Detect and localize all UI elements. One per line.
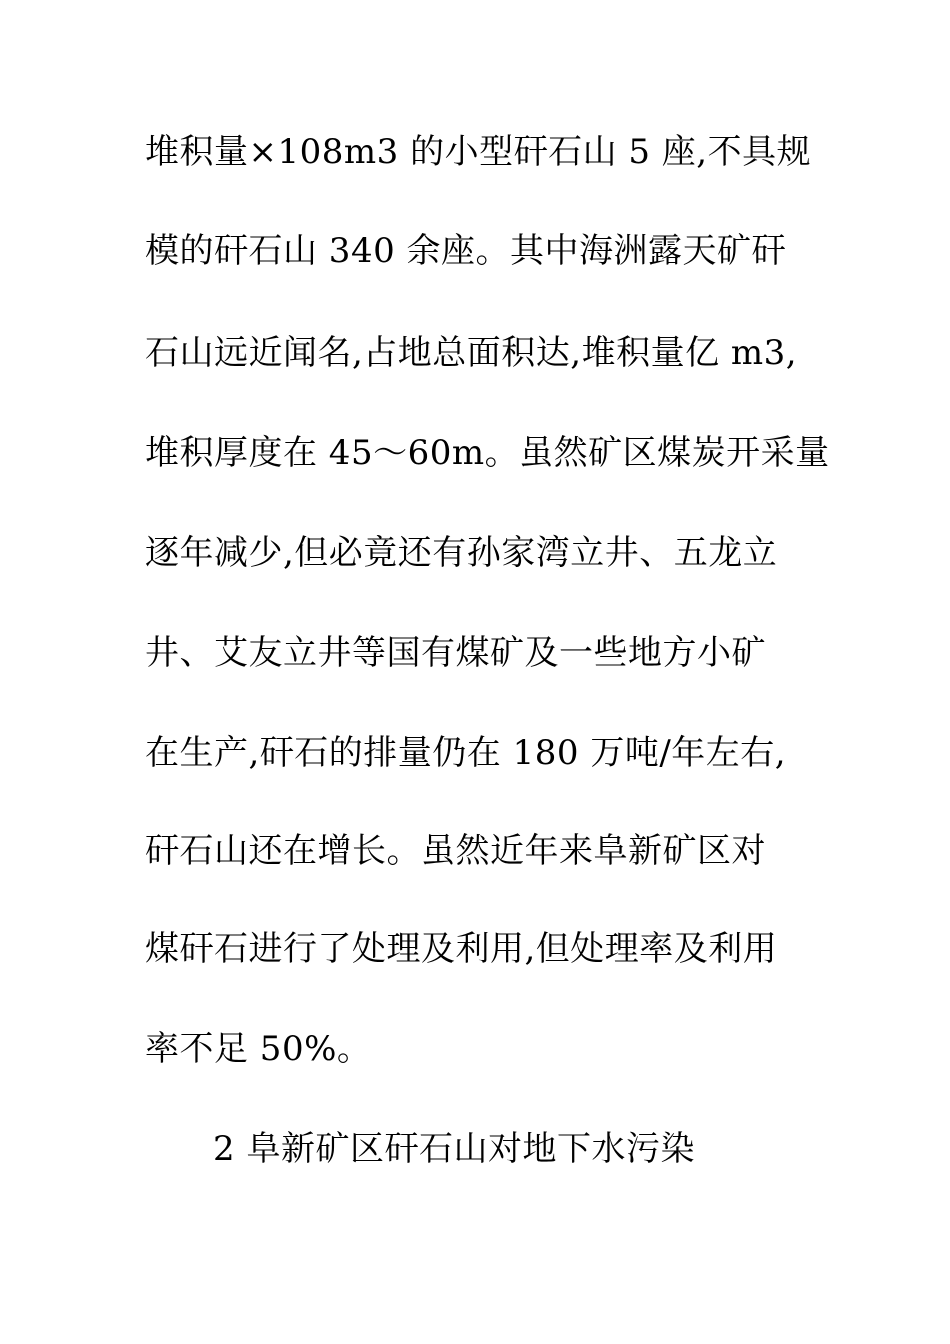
paragraph-line-10: 率不足 50%。 (145, 1029, 372, 1069)
paragraph-line-7: 在生产,矸石的排量仍在 180 万吨/年左右, (145, 733, 787, 773)
paragraph-line-9: 煤矸石进行了处理及利用,但处理率及利用 (145, 929, 778, 969)
paragraph-line-6: 井、艾友立井等国有煤矿及一些地方小矿 (145, 633, 766, 673)
paragraph-line-4: 堆积厚度在 45～60m。虽然矿区煤炭开采量 (145, 433, 830, 473)
paragraph-line-3: 石山远近闻名,占地总面积达,堆积量亿 m3, (145, 333, 798, 373)
paragraph-line-2: 模的矸石山 340 余座。其中海洲露天矿矸 (145, 231, 787, 271)
paragraph-line-8: 矸石山还在增长。虽然近年来阜新矿区对 (145, 831, 766, 871)
section-heading: 2 阜新矿区矸石山对地下水污染 (213, 1129, 695, 1169)
paragraph-line-1: 堆积量×108m3 的小型矸石山 5 座,不具规 (145, 132, 812, 172)
paragraph-line-5: 逐年减少,但必竟还有孙家湾立井、五龙立 (145, 533, 778, 573)
